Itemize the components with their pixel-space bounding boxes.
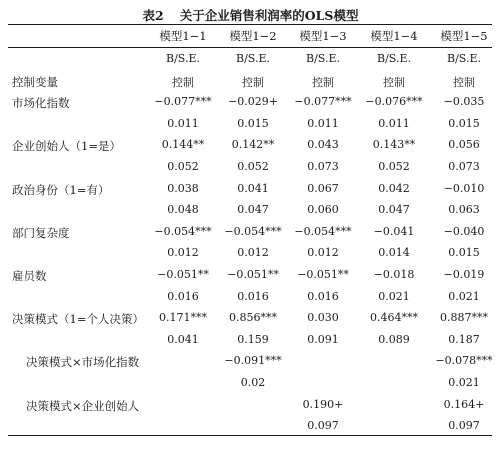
table-cell: −0.018 [373,268,415,281]
table-title [0,6,501,24]
table-cell: 0.012 [167,246,199,260]
table-row [0,74,501,92]
table-caption: 关于企业销售利润率的OLS模型 [179,8,359,23]
table-cell: 控制 [172,75,194,89]
table-cell: 0.144** [161,138,205,152]
table-row [0,268,501,286]
table-cell: 0.063 [448,203,480,217]
row-label: 政治身份（1=有） [12,182,110,197]
table-row [0,203,501,221]
table-cell: −0.054*** [154,224,212,238]
table-cell: 0.041 [167,332,199,346]
table-row [0,182,501,200]
table-cell: 0.016 [167,289,199,303]
table-cell: 0.042 [378,181,410,195]
table-cell: 0.060 [307,203,339,217]
table-cell: 控制 [312,75,334,89]
table-cell: B/S.E. [447,52,481,65]
table-cell: −0.010 [443,181,485,195]
table-cell: 0.067 [307,181,339,195]
table-cell: −0.029+ [228,95,278,109]
row-label: 决策模式×市场化指数 [26,355,140,370]
table-cell: 0.047 [378,203,410,217]
table-cell: 0.011 [307,116,339,130]
table-row [0,246,501,264]
table-cell: 0.171*** [159,311,207,325]
table-number: 表2 [142,8,164,23]
row-label: 决策模式×企业创始人 [26,398,140,413]
table-cell: −0.051** [297,268,349,281]
table-cell: 0.052 [167,160,199,173]
table-cell: 0.016 [307,289,339,303]
table-cell: 0.073 [448,160,480,173]
table-row [0,160,501,178]
row-label: 决策模式（1=个人决策） [12,312,144,327]
table-cell: 0.030 [307,311,339,325]
table-cell: B/S.E. [306,52,340,65]
table-cell: 0.011 [378,116,410,130]
table-cell: 0.159 [237,332,269,346]
table-cell: B/S.E. [236,52,270,65]
row-label: 雇员数 [12,269,47,283]
table-cell: −0.077*** [294,95,352,109]
table-row [0,398,501,416]
table-row [0,95,501,113]
table-cell: B/S.E. [377,52,411,65]
table-cell: 0.021 [448,376,480,389]
table-cell: 0.097 [307,419,339,433]
table-cell: 0.143** [372,138,416,152]
table-cell: 0.056 [448,138,480,152]
table-cell: 0.464*** [370,311,418,325]
table-cell: −0.091*** [224,354,282,368]
table-row [0,290,501,308]
table-cell: 控制 [453,75,475,89]
column-header: 模型1−5 [440,29,488,43]
table-row [0,117,501,135]
header-rule [8,47,492,48]
table-cell: 0.012 [307,246,339,260]
column-header: 模型1−1 [159,29,207,43]
table-cell: B/S.E. [166,52,200,65]
table-cell: −0.078*** [435,354,493,368]
table-row [0,333,501,351]
table-cell: −0.054*** [224,224,282,238]
table-cell: −0.040 [443,224,485,238]
table-cell: 0.073 [307,160,339,173]
table-row [0,354,501,372]
table-cell: −0.035 [443,95,485,109]
table-cell: 0.887*** [440,311,488,325]
table-cell: 0.043 [307,138,339,152]
table-cell: −0.041 [373,224,415,238]
table-cell: 0.052 [237,160,269,173]
column-header: 模型1−3 [299,29,347,43]
table-cell: 0.014 [378,246,410,260]
row-label: 部门复杂度 [12,225,70,240]
table-row [0,311,501,329]
column-header: 模型1−4 [370,29,418,43]
table-cell: 0.041 [237,181,269,195]
table-cell: −0.054*** [294,224,352,238]
table-cell: 0.011 [167,116,199,130]
table-cell: 0.097 [448,419,480,433]
table-cell: 0.187 [448,332,480,346]
table-cell: 0.015 [448,246,480,260]
row-label: 企业创始人（1=是） [12,139,121,154]
table-cell: −0.051** [227,268,279,281]
table-cell: 0.021 [378,289,410,303]
row-label: 市场化指数 [12,96,70,111]
table-cell: 0.091 [307,332,339,346]
table-row [0,376,501,394]
table-cell: 0.856*** [229,311,277,325]
table-row [0,225,501,243]
table-cell: 0.164+ [443,397,485,411]
table-cell: −0.077*** [154,95,212,109]
table-cell: −0.019 [443,268,485,281]
table-cell: −0.051** [157,268,209,281]
table-cell: 0.015 [448,116,480,130]
table-cell: 0.015 [237,116,269,130]
table-cell: 0.047 [237,203,269,217]
table-cell: 0.089 [378,332,410,346]
table-cell: 0.190+ [302,397,344,411]
table-cell: 0.012 [237,246,269,260]
table-cell: −0.076*** [365,95,423,109]
table-cell: 0.016 [237,289,269,303]
top-rule [8,24,492,25]
table-row [0,419,501,437]
table-cell: 0.038 [167,181,199,195]
column-header: 模型1−2 [229,29,277,43]
table-cell: 0.142** [231,138,275,152]
row-label: 控制变量 [12,74,58,89]
table-cell: 0.048 [167,203,199,217]
table-row [0,52,501,70]
table-cell: 控制 [242,75,264,89]
table-cell: 0.02 [240,376,266,389]
table-cell: 0.052 [378,160,410,173]
table-cell: 0.021 [448,289,480,303]
table-cell: 控制 [383,75,405,89]
table-row [0,138,501,156]
